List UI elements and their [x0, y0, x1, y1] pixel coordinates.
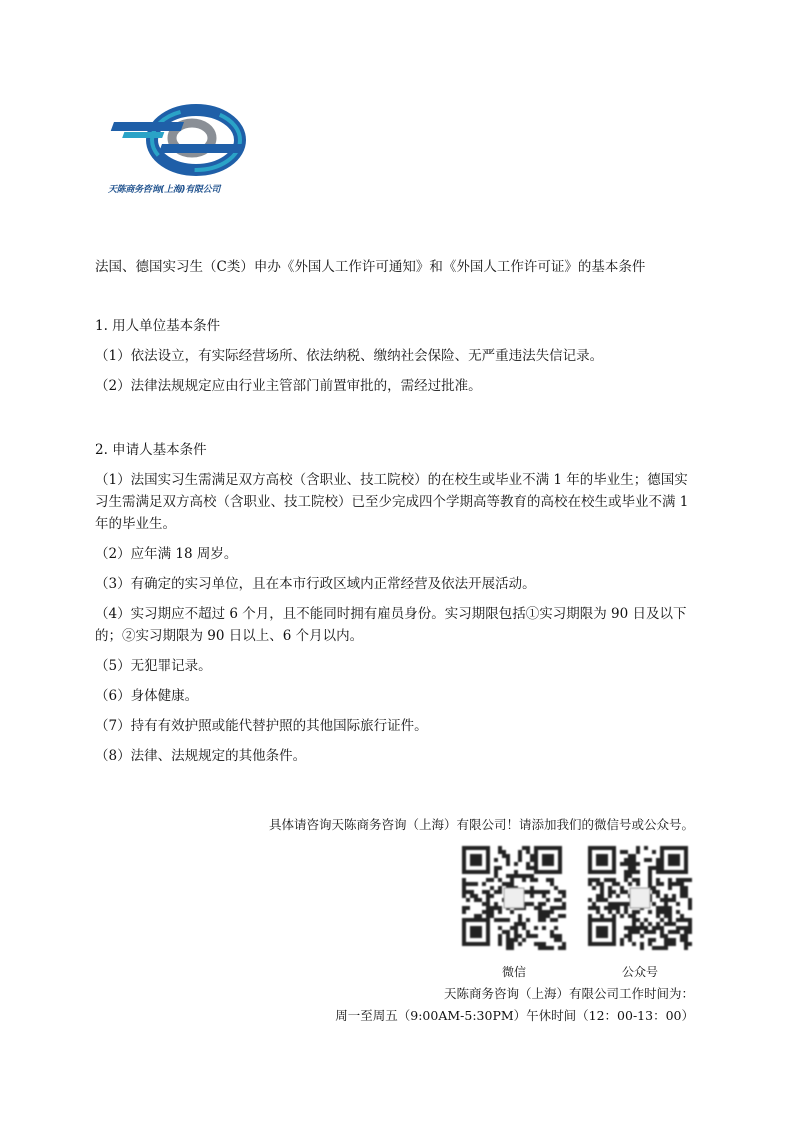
section-2-heading: 2. 申请人基本条件	[95, 442, 207, 458]
wechat-qr-code	[462, 846, 566, 950]
section-2-item: （1）法国实习生需满足双方高校（含职业、技工院校）的在校生或毕业不满 1 年的毕业生；德国实习生需满足双方高校（含职业、技工院校）已至少完成四个学期高等教育的高校在校生或毕业不满 1 年的毕业生。	[95, 472, 689, 532]
working-hours-title: 天陈商务咨询（上海）有限公司工作时间为：	[443, 986, 694, 1001]
section-2-item: （8）法律、法规规定的其他条件。	[95, 748, 307, 764]
section-1-item: （2）法律法规规定应由行业主管部门前置审批的，需经过批准。	[95, 378, 482, 394]
logo-text: 天陈商务咨询(上海)有限公司	[108, 185, 221, 195]
section-2-item: （2）应年满 18 周岁。	[95, 546, 238, 562]
qr-code-row	[462, 846, 692, 956]
document-title: 法国、德国实习生（C类）申办《外国人工作许可通知》和《外国人工作许可证》的基本条件	[95, 259, 646, 275]
section-2-item: （6）身体健康。	[95, 688, 199, 704]
section-1-item: （1）依法设立，有实际经营场所、依法纳税、缴纳社会保险、无严重违法失信记录。	[95, 348, 604, 364]
section-2-item: （4）实习期应不超过 6 个月，且不能同时拥有雇员身份。实习期限包括①实习期限为 90 日及以下的；②实习期限为 90 日以上、6 个月以内。	[95, 606, 687, 644]
company-logo	[108, 100, 268, 195]
section-2-item: （7）持有有效护照或能代替护照的其他国际旅行证件。	[95, 718, 428, 734]
contact-note: 具体请咨询天陈商务咨询（上海）有限公司！请添加我们的微信号或公众号。	[268, 817, 694, 832]
section-2-item: （3）有确定的实习单位，且在本市行政区域内正常经营及依法开展活动。	[95, 576, 536, 592]
wechat-label: 微信	[501, 965, 526, 979]
official-account-qr-code	[588, 846, 692, 950]
working-hours: 周一至周五（9:00AM-5:30PM）午休时间（12：00-13：00）	[335, 1008, 694, 1023]
section-2-item: （5）无犯罪记录。	[95, 658, 212, 674]
document-body	[95, 315, 700, 775]
section-1-heading: 1. 用人单位基本条件	[95, 318, 221, 334]
official-account-label: 公众号	[621, 965, 658, 979]
logo-mark-icon	[108, 100, 268, 180]
